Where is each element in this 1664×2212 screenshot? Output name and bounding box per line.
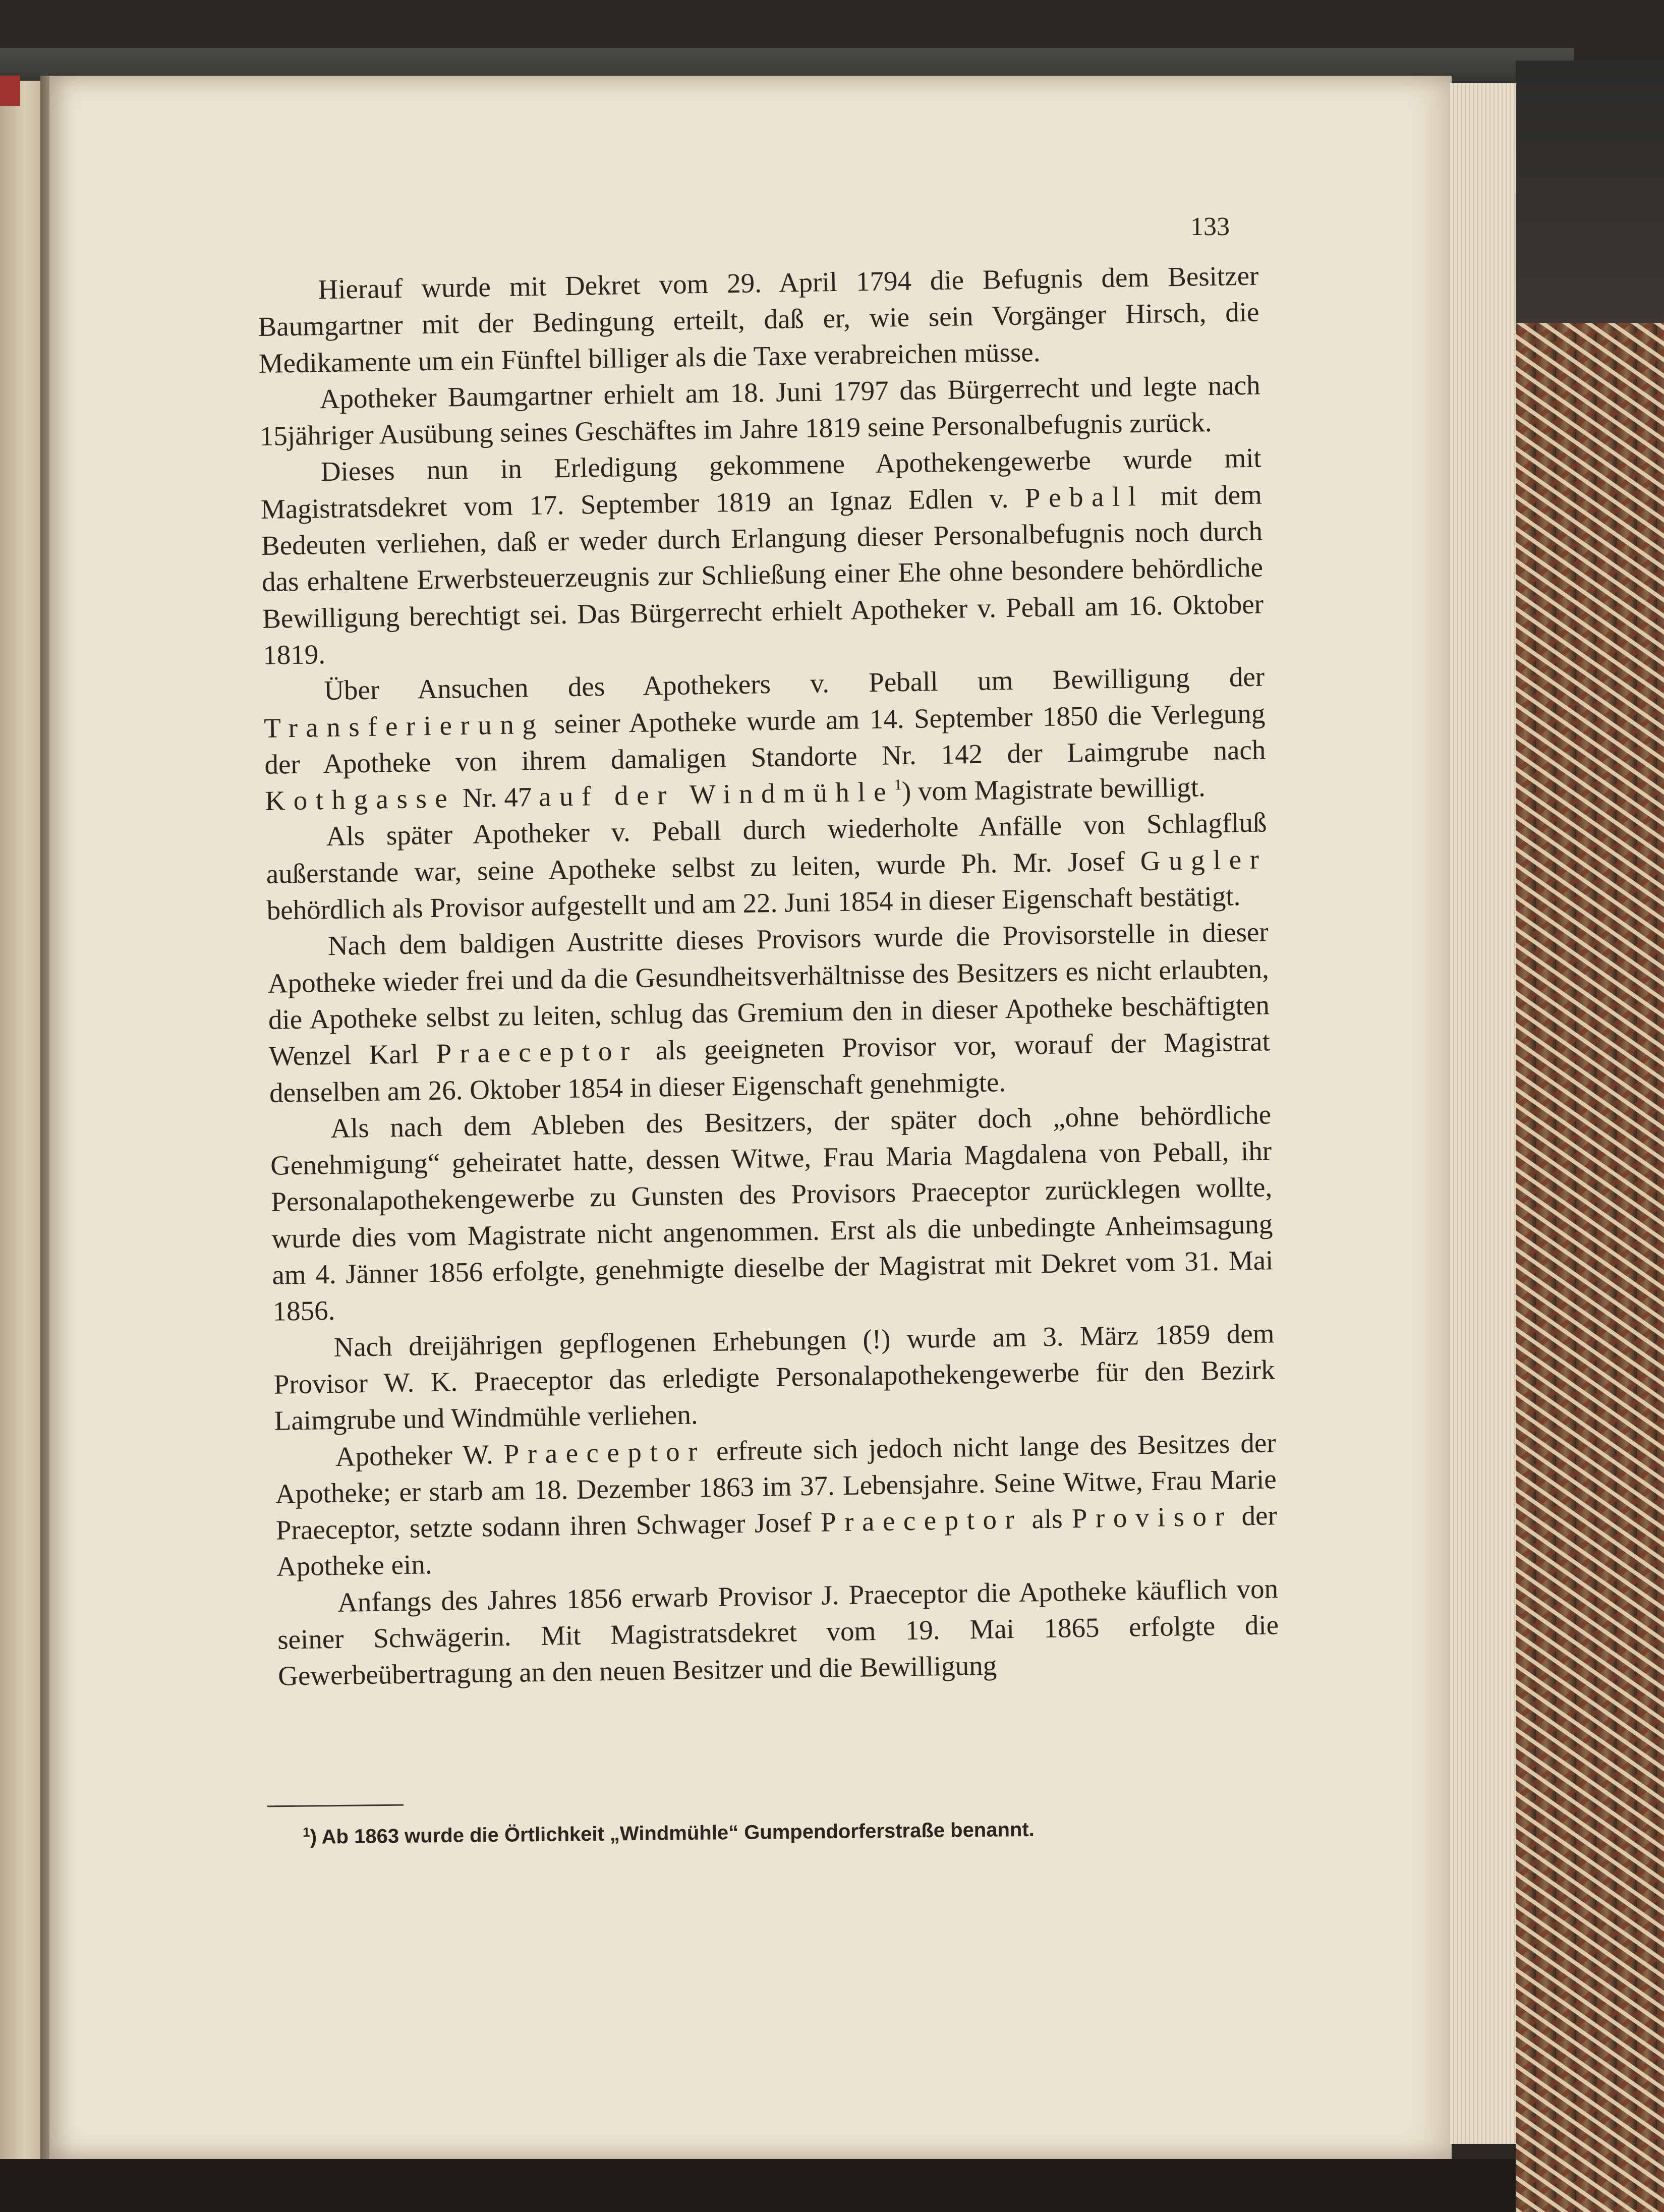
text-run: behördlich als Provisor aufgestellt und am 22. Juni 1854 in dieser Eigenschaft bestätigt. <box>266 880 1241 926</box>
footnote-reference: 1 <box>894 776 902 793</box>
spaced-name: Provisor <box>1071 1500 1233 1534</box>
text-run: der Apotheke ein. <box>276 1500 1278 1582</box>
text-run: Als nach dem Ableben des Besitzers, der später doch „ohne behördliche Genehmigung“ geheiratet hatte, dessen Witwe, Frau Maria Magdalena von Peball, ihr Personalapothekengewerbe zu Gunsten des Provisors Praeceptor zurücklegen wollte, wurde dies vom Magistrate nicht angenommen. Erst als die unbedingte Anheimsagung am 4. Jänner 1856 erfolgte, genehmigte dieselbe der Magistrat mit Dekret vom 31. Mai 1856. <box>270 1099 1274 1327</box>
paragraph <box>277 1570 1280 1694</box>
text-run: Dieses nun in Erledigung gekommene Apothekengewerbe wurde mit Magistratsdekret vom 17. September 1819 an Ignaz Edlen v. <box>260 442 1262 525</box>
text-run: erfreute sich jedoch nicht lange des Besitzes der Apotheke; er starb am 18. Dezember 1863 im 37. Lebensjahre. Seine Witwe, Frau Marie Praeceptor, setzte sodann ihren Schwager Josef <box>275 1427 1277 1546</box>
book-gutter <box>40 76 50 2169</box>
marbled-board <box>1516 323 1664 2212</box>
spaced-name: Kothgasse <box>265 782 456 817</box>
paragraph <box>273 1315 1276 1439</box>
text-run: als geeigneten Provisor vor, worauf der Magistrat denselben am 26. Oktober 1854 in dieser Eigenschaft genehmigte. <box>269 1026 1271 1108</box>
spaced-name: Transferierung <box>263 708 545 744</box>
spaced-name: Praeceptor <box>820 1503 1023 1538</box>
paragraph <box>270 1096 1274 1330</box>
text-run: Nach dem baldigen Austritte dieses Provisors wurde die Provisorstelle in dieser Apotheke wieder frei und da die Gesundheitsverhältnisse des Besitzers es nicht erlaubten, die Apotheke selbst zu leiten, schlug das Gremium den in dieser Apotheke beschäftigten Wenzel Karl <box>267 916 1270 1072</box>
paragraph <box>263 659 1267 820</box>
paragraph <box>265 805 1268 929</box>
body-text <box>257 258 1280 1695</box>
text-run: als <box>1022 1503 1072 1535</box>
paragraph <box>267 914 1271 1111</box>
left-red-edge <box>0 76 20 106</box>
book-board-top <box>1516 61 1664 323</box>
text-run: Hierauf wurde mit Dekret vom 29. April 1794 die Befugnis dem Besitzer Baumgartner mit der Bedingung erteilt, daß er, wie sein Vorgänger Hirsch, die Medikamente um ein Fünftel billiger als die Taxe verabreichen müsse. <box>258 260 1259 379</box>
page-block-edges <box>1450 83 1516 2144</box>
left-facing-page <box>0 81 40 2159</box>
text-run: Apotheker W. <box>335 1438 504 1472</box>
spaced-name: auf der Windmühle <box>538 776 895 812</box>
text-run: Als später Apotheker v. Peball durch wiederholte Anfälle von Schlagfluß außerstande war, seine Apotheke selbst zu leiten, wurde Ph. Mr. Josef <box>266 807 1267 889</box>
text-run: Über Ansuchen des Apothekers v. Peball um Bewilligung der <box>323 661 1265 706</box>
paragraph <box>274 1425 1278 1585</box>
paragraph <box>257 258 1260 382</box>
spaced-name: Praeceptor <box>436 1035 639 1069</box>
paragraph <box>259 367 1261 455</box>
paragraph <box>260 440 1264 673</box>
spaced-name: Peball <box>1024 480 1144 514</box>
spaced-name: Gugler <box>1140 843 1268 876</box>
text-run: seiner Apotheke wurde am 14. September 1850 die Verlegung der Apotheke von ihrem damaligen Standorte Nr. 142 der Laimgrube nach <box>264 698 1266 780</box>
text-run: Anfangs des Jahres 1856 erwarb Provisor J. Praeceptor die Apotheke käuflich von seiner Schwägerin. Mit Magistratsdekret vom 19. Mai 1865 erfolgte die Gewerbeübertragung an den neuen Besitzer und die Bewilligung <box>277 1572 1279 1691</box>
text-run: Nach dreijährigen gepflogenen Erhebungen (!) wurde am 3. März 1859 dem Provisor W. K. Praeceptor das erledigte Personalapothekengewerbe für den Bezirk Laimgrube und Windmühle verliehen. <box>273 1317 1275 1436</box>
text-run: Apotheker Baumgartner erhielt am 18. Juni 1797 das Bürgerrecht und legte nach 15jähriger Ausübung seines Geschäftes im Jahre 1819 seine Personalbefugnis zurück. <box>259 369 1260 452</box>
spaced-name: Praeceptor <box>503 1435 706 1469</box>
text-run: mit dem Bedeuten verliehen, daß er weder durch Erlangung dieser Personalbefugnis noch durch das erhaltene Erwerbsteuerzeugnis zur Schließung einer Ehe ohne besondere behördliche Bewilligung berechtigt sei. Das Bürgerrecht erhielt Apotheker v. Peball am 16. Oktober 1819. <box>261 479 1264 670</box>
page-number: 133 <box>1190 212 1230 241</box>
bottom-shadow <box>0 2159 1516 2212</box>
text-run: Nr. 47 <box>455 781 539 814</box>
footnote-text: ) Ab 1863 wurde die Örtlichkeit „Windmühle“ Gumpendorferstraße benannt. <box>310 1818 1035 1848</box>
footnote-marker: 1 <box>302 1824 310 1840</box>
text-run: ) vom Magistrate bewilligt. <box>901 771 1206 807</box>
